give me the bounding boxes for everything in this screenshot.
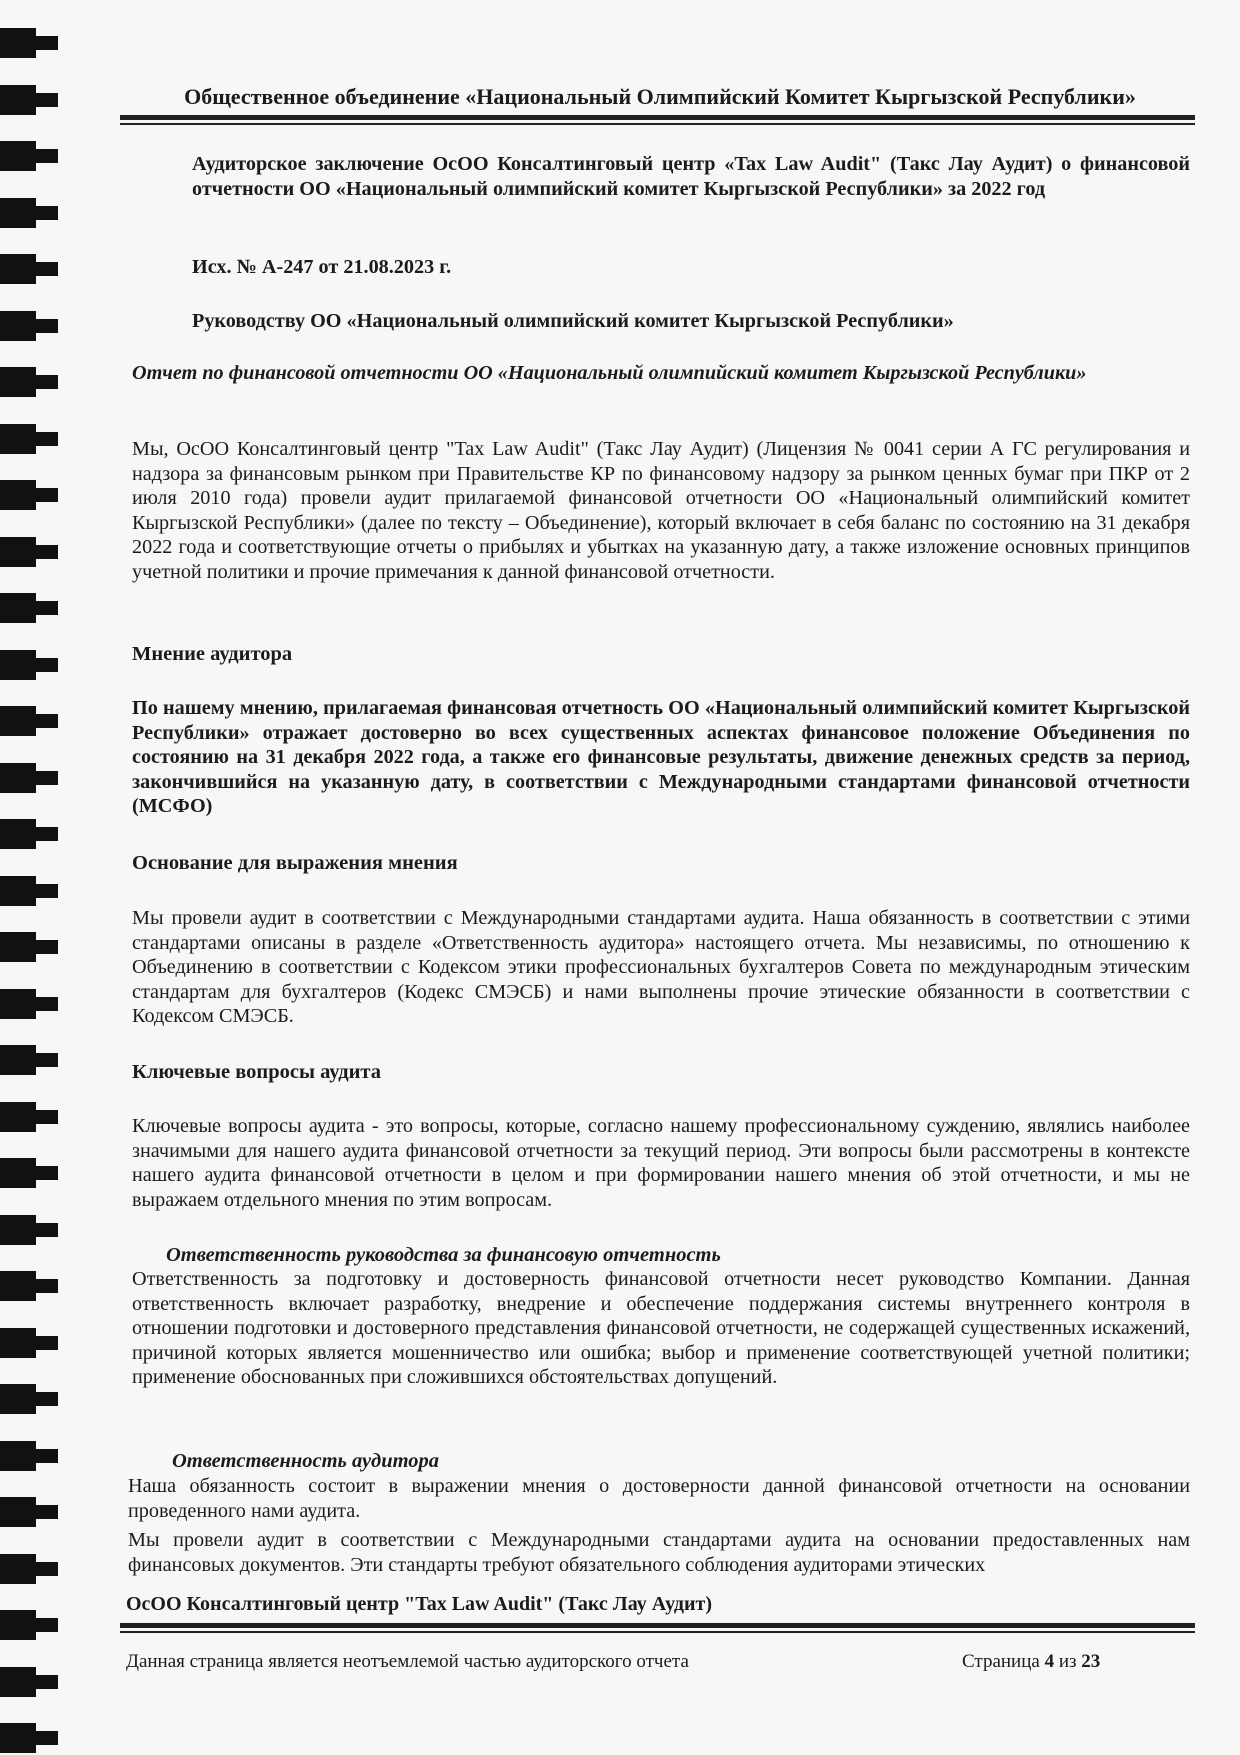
binding-hole: [0, 989, 36, 1019]
binding-hole: [0, 424, 36, 454]
page-number: [962, 1651, 1100, 1673]
basis-paragraph: Мы провели аудит в соответствии с Международными стандартами аудита. Наша обязанность в соответствии с этими стандартами описаны в разделе «Ответственность аудитора» настоящего отчета. Мы независимы, по отношению к Объединению в соответствии с Кодексом этики профессиональных бухгалтеров Совета по международным этическим стандартам для бухгалтеров (Кодекс СМЭСБ) и нами выполнены прочие этические обязанности в соответствии с Кодексом СМЭСБ.: [132, 907, 1190, 1028]
reference-number: Исх. № А-247 от 21.08.2023 г.: [192, 256, 452, 278]
binding-hole: [0, 1328, 36, 1358]
document-header: Общественное объединение «Национальный Олимпийский Комитет Кыргызской Республики»: [184, 84, 1136, 109]
footer-rule-thick: [120, 1623, 1195, 1628]
binding-hole: [0, 1158, 36, 1188]
binding-hole: [0, 480, 36, 510]
footer-organization: ОсОО Консалтинговый центр "Tax Law Audit" (Такс Лау Аудит): [126, 1593, 713, 1615]
opinion-paragraph: По нашему мнению, прилагаемая финансовая отчетность ОО «Национальный олимпийский комитет Кыргызской Республики» отражает достоверно во всех существенных аспектах финансовое положение Объединения по состоянию на 31 декабря 2022 года, а также его финансовые результаты, движение денежных средств за период, закончившийся на указанную дату, в соответствии с Международными стандартами финансовой отчетности (МСФО): [132, 697, 1190, 818]
binding-hole: [0, 367, 36, 397]
binding-hole: [0, 1554, 36, 1584]
intro-paragraph: Мы, ОсОО Консалтинговый центр "Tax Law Audit" (Такс Лау Аудит) (Лицензия № 0041 серии А ГС регулирования и надзора за финансовым рынком при Правительстве КР по финансовому надзору за рынком ценных бумаг при ПКР от 2 июля 2010 года) провели аудит прилагаемой финансовой отчетности ОО «Национальный олимпийский комитет Кыргызской Республики» (далее по тексту – Объединение), который включает в себя баланс по состоянию на 31 декабря 2022 года и соответствующие отчеты о прибылях и убытках на указанную дату, а также изложение основных принципов учетной политики и прочие примечания к данной финансовой отчетности.: [132, 438, 1190, 583]
auditor-heading: Ответственность аудитора: [172, 1450, 440, 1472]
binding-hole: [0, 1271, 36, 1301]
auditor-paragraph-2: Мы провели аудит в соответствии с Международными стандартами аудита на основании предоставленных нам финансовых документов. Эти стандарты требуют обязательного соблюдения аудиторами этических: [128, 1529, 1190, 1576]
addressee: Руководству ОО «Национальный олимпийский комитет Кыргызской Республики»: [192, 310, 954, 332]
header-rule-thin: [120, 123, 1195, 125]
binding-hole: [0, 1045, 36, 1075]
report-title: Аудиторское заключение ОсОО Консалтинговый центр «Tax Law Audit" (Такс Лау Аудит) о финансовой отчетности ОО «Национальный олимпийский комитет Кыргызской Республики» за 2022 год: [192, 153, 1190, 200]
binding-hole: [0, 254, 36, 284]
binding-hole: [0, 1723, 36, 1753]
binding-hole: [0, 650, 36, 680]
page-prefix: Страница: [962, 1651, 1040, 1672]
management-heading: Ответственность руководства за финансовую отчетность: [166, 1244, 721, 1266]
page-current: 4: [1044, 1651, 1055, 1672]
binding-hole: [0, 1215, 36, 1245]
footer-note: Данная страница является неотъемлемой частью аудиторского отчета: [126, 1651, 689, 1672]
key-matters-paragraph: Ключевые вопросы аудита - это вопросы, которые, согласно нашему профессиональному суждению, являлись наиболее значимыми для нашего аудита финансовой отчетности за текущий период. Эти вопросы были рассмотрены в контексте нашего аудита финансовой отчетности в целом и при формировании нашего мнения об этой отчетности, и мы не выражаем отдельного мнения по этим вопросам.: [132, 1115, 1190, 1211]
binding-hole: [0, 819, 36, 849]
opinion-heading: Мнение аудитора: [132, 643, 293, 665]
binding-hole: [0, 85, 36, 115]
binding-hole: [0, 1441, 36, 1471]
binding-hole: [0, 763, 36, 793]
binding-holes: [0, 0, 60, 1755]
binding-hole: [0, 1384, 36, 1414]
auditor-paragraph-1: Наша обязанность состоит в выражении мнения о достоверности данной финансовой отчетности на основании проведенного нами аудита.: [128, 1475, 1190, 1522]
binding-hole: [0, 311, 36, 341]
key-matters-heading: Ключевые вопросы аудита: [132, 1061, 382, 1083]
binding-hole: [0, 1667, 36, 1697]
binding-hole: [0, 537, 36, 567]
header-rule-thick: [120, 115, 1195, 120]
binding-hole: [0, 876, 36, 906]
binding-hole: [0, 593, 36, 623]
binding-hole: [0, 198, 36, 228]
binding-hole: [0, 1102, 36, 1132]
binding-hole: [0, 1497, 36, 1527]
basis-heading: Основание для выражения мнения: [132, 852, 458, 874]
binding-hole: [0, 1610, 36, 1640]
binding-hole: [0, 28, 36, 58]
footer-rule-thin: [120, 1631, 1195, 1633]
page-total: 23: [1081, 1651, 1101, 1672]
report-subject: Отчет по финансовой отчетности ОО «Национальный олимпийский комитет Кыргызской Республики»: [132, 362, 1087, 384]
binding-hole: [0, 932, 36, 962]
binding-hole: [0, 141, 36, 171]
management-paragraph: Ответственность за подготовку и достоверность финансовой отчетности несет руководство Компании. Данная ответственность включает разработку, внедрение и обеспечение поддержания системы внутреннего контроля в отношении подготовки и достоверного представления финансовой отчетности, не содержащей существенных искажений, причиной которых является мошенничество или ошибка; выбор и применение соответствующей учетной политики; применение обоснованных при сложившихся обстоятельствах допущений.: [132, 1268, 1190, 1389]
binding-hole: [0, 706, 36, 736]
page-separator: из: [1058, 1651, 1077, 1672]
